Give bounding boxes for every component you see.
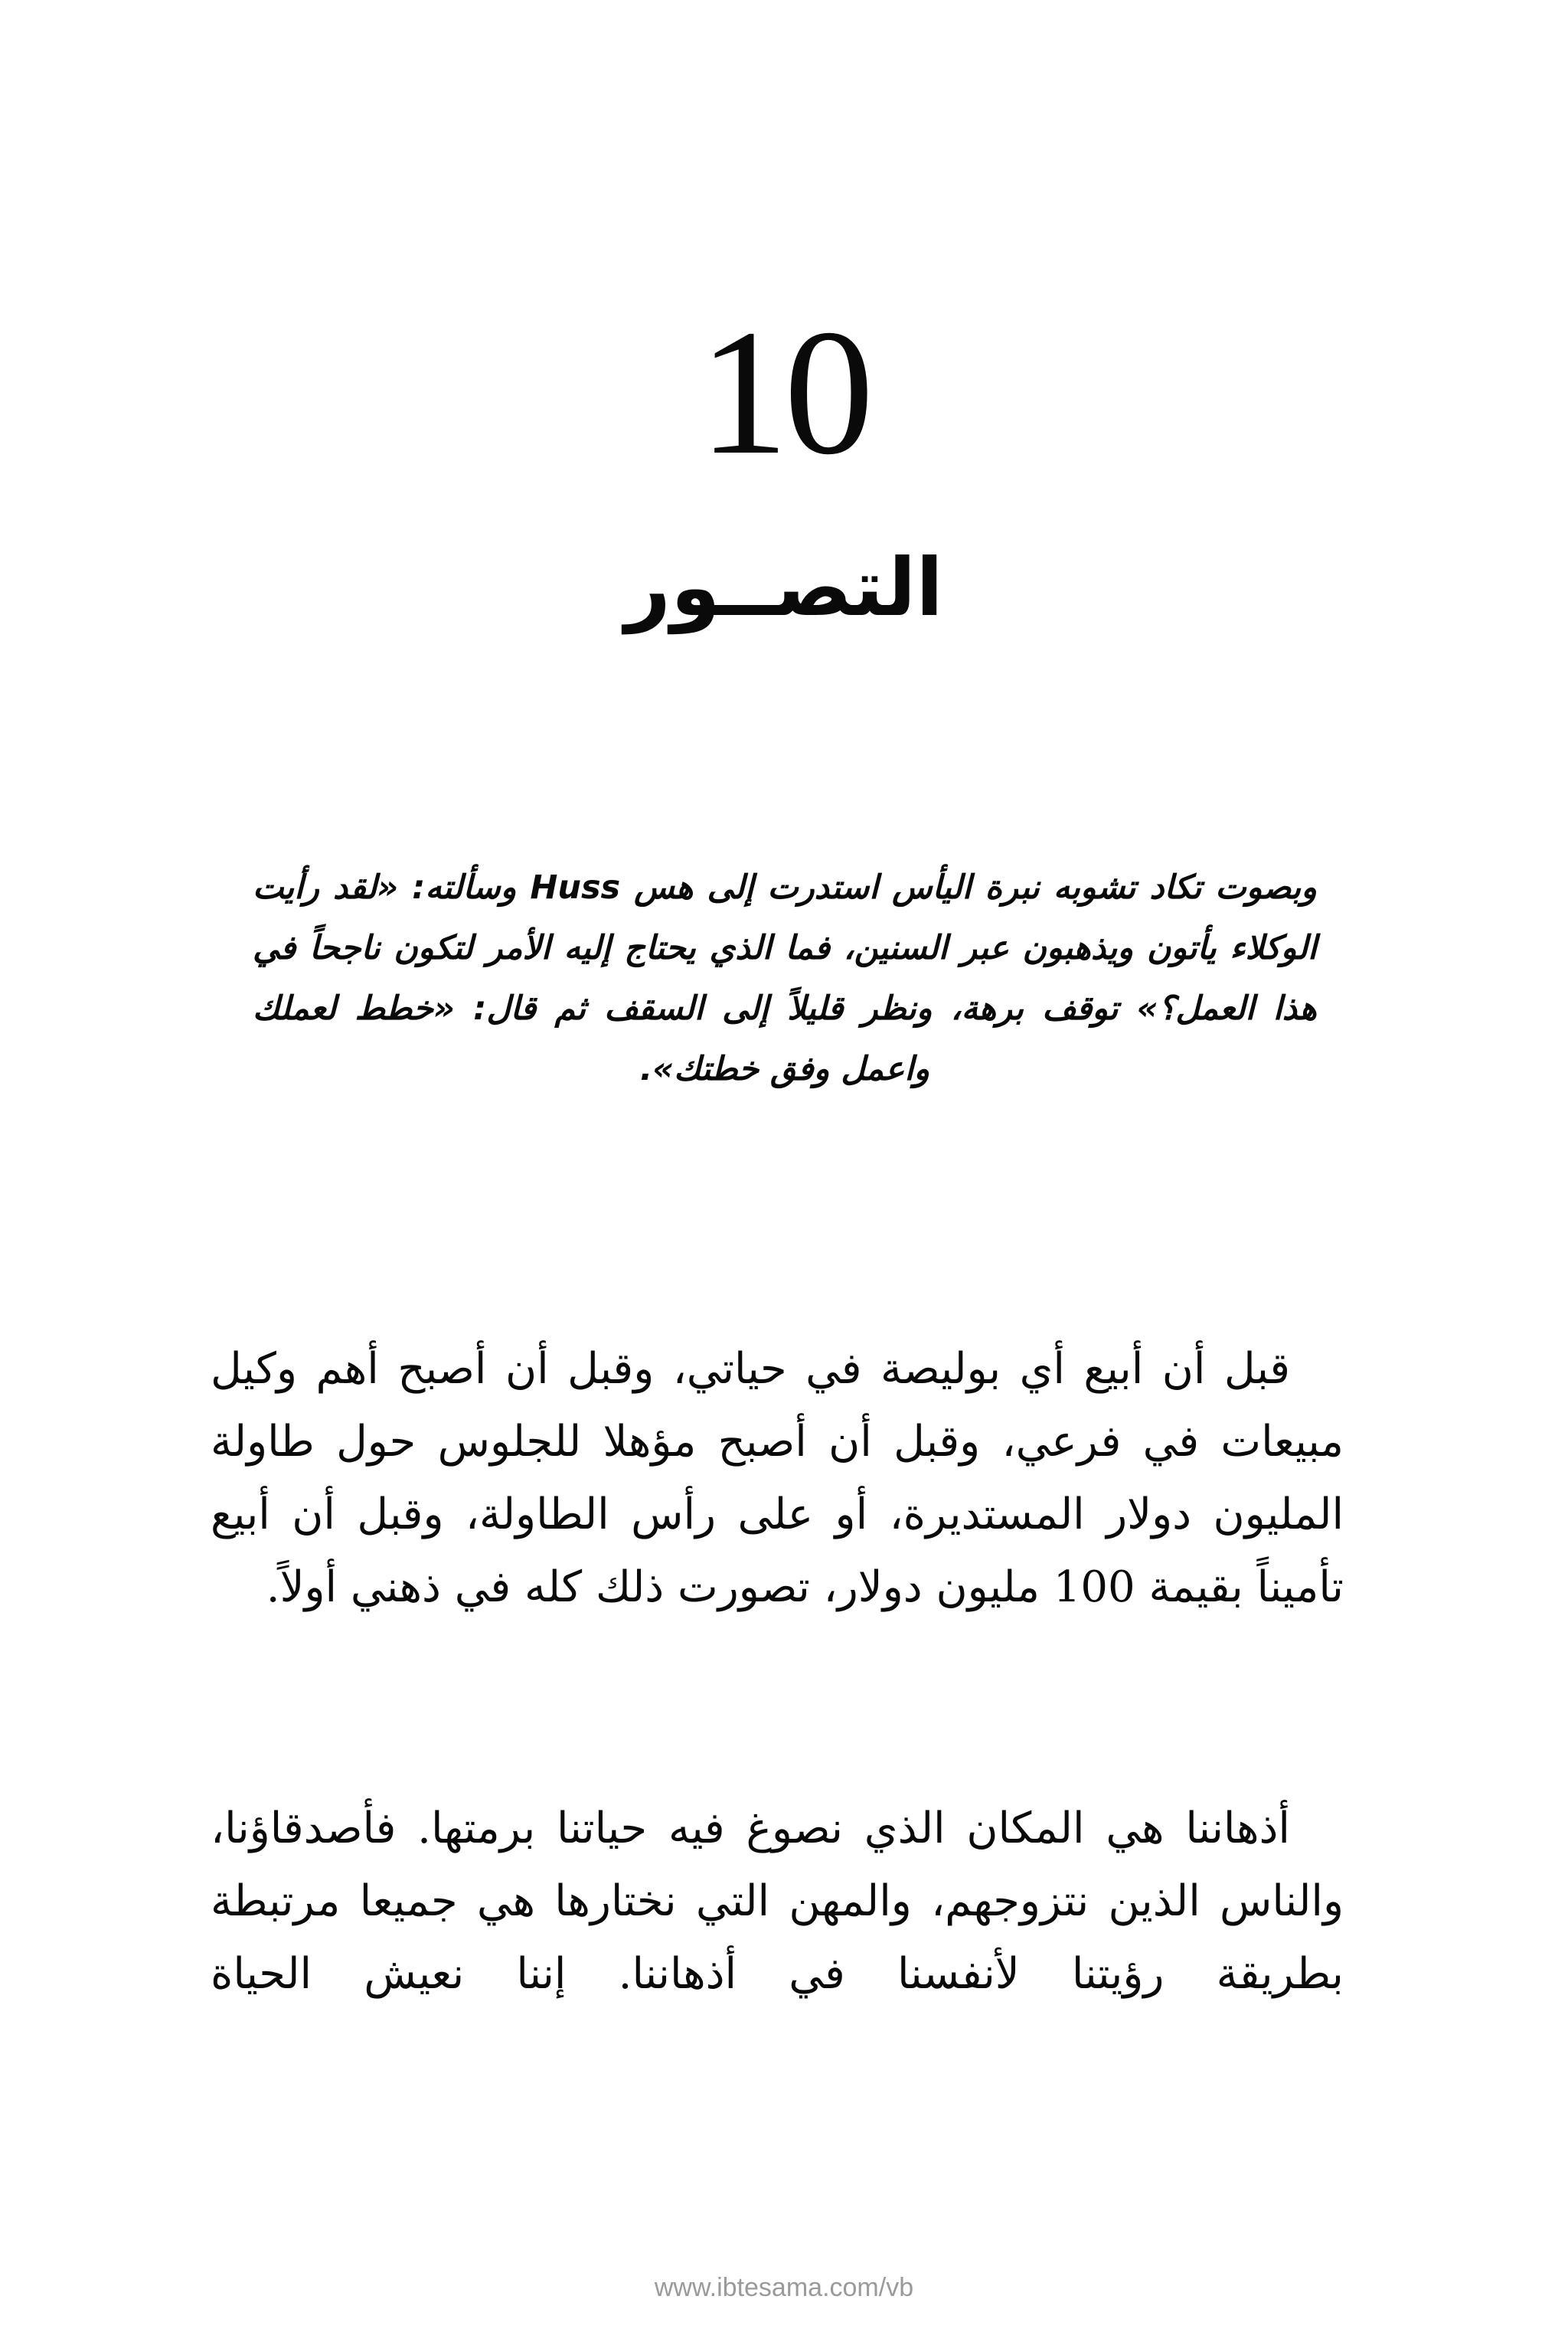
epigraph-name-latin: Huss [530,868,621,907]
chapter-number: 10 [698,293,870,492]
footer-watermark-link[interactable]: www.ibtesama.com/vb [654,2273,914,2302]
body-paragraph: أذهاننا هي المكان الذي نصوغ فيه حياتنا برمتها. فأصدقاؤنا، والناس الذين نتزوجهم، والمهن التي نختارها هي جميعا مرتبطة بطريقة رؤيتنا لأنفسنا في أذهاننا. إننا نعيش الحياة [211,1804,1344,1999]
epigraph-text-before: وبصوت تكاد تشوبه نبرة اليأس استدرت إلى هس [634,868,1317,907]
epigraph-text-after: وسألته: «لقد رأيت الوكلاء يأتون ويذهبون عبر السنين، فما الذي يحتاج إليه الأمر لتكون ناجحاً في هذا العمل؟» توقف برهة، ونظر قليلاً إلى السقف ثم قال: «خطط لعملك واعمل وفق خطتك». [253,868,1317,1088]
body-paragraph: قبل أن أبيع أي بوليصة في حياتي، وقبل أن أصبح أهم وكيل مبيعات في فرعي، وقبل أن أصبح مؤهلا للجلوس حول طاولة المليون دولار المستديرة، أو على رأس الطاولة، وقبل أن أبيع تأميناً بقيمة 100 مليون دولار، تصورت ذلك كله في ذهني أولاً. [211,1344,1344,1612]
chapter-title: التصــور [625,541,943,634]
epigraph-quote [253,858,1317,1100]
